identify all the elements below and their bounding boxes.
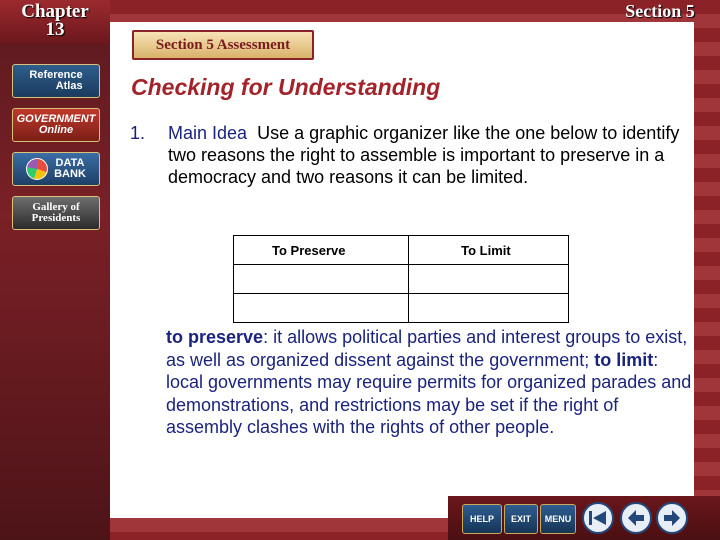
chapter-label: Chapter — [21, 1, 89, 22]
exit-button[interactable]: EXIT — [504, 504, 538, 534]
organizer-cell — [234, 294, 409, 323]
gallery-of-presidents-button[interactable] — [12, 196, 100, 230]
reference-label: Reference — [29, 69, 83, 81]
pie-chart-icon — [26, 158, 48, 180]
reference-atlas-button[interactable] — [12, 64, 100, 98]
bank-label: BANK — [54, 168, 86, 180]
organizer-cell — [234, 265, 409, 294]
gallery-label: Gallery of — [32, 201, 80, 213]
presidents-label: Presidents — [31, 212, 81, 224]
page-title: Checking for Understanding — [131, 74, 441, 100]
graphic-organizer — [233, 235, 569, 323]
data-label: DATA — [55, 157, 85, 169]
arrow-right-icon — [662, 509, 682, 527]
question-number: 1. — [130, 123, 146, 143]
organizer-header-preserve: To Preserve — [234, 236, 409, 265]
question-1 — [130, 122, 690, 188]
organizer-cell — [409, 265, 569, 294]
atlas-label: Atlas — [55, 80, 83, 92]
answer-text-preserve: : it allows political parties and interest groups to exist, as well as organized dissent against the government; — [166, 327, 688, 370]
government-online-button[interactable]: GOVERNMENT Online — [12, 108, 100, 142]
help-button[interactable]: HELP — [462, 504, 502, 534]
chapter-number: 13 — [45, 19, 65, 40]
menu-button[interactable]: MENU — [540, 504, 576, 534]
section-assessment-tab[interactable]: Section 5 Assessment — [132, 30, 314, 60]
data-bank-button[interactable] — [12, 152, 100, 186]
previous-page-button[interactable] — [620, 502, 652, 534]
arrow-left-icon — [626, 509, 646, 527]
answer-label-limit: to limit — [594, 349, 654, 370]
answer-label-preserve: to preserve — [166, 327, 264, 347]
skip-back-icon — [588, 509, 608, 527]
organizer-header-limit: To Limit — [409, 236, 569, 265]
chapter-tab[interactable] — [0, 0, 110, 44]
answer-text — [166, 326, 696, 439]
first-page-button[interactable] — [582, 502, 614, 534]
next-page-button[interactable] — [656, 502, 688, 534]
organizer-cell — [409, 294, 569, 323]
section-tab[interactable]: Section 5 — [625, 1, 695, 21]
answer-text-limit: : local governments may require permits for organized parades and demonstrations, and restrictions may be set if the right of assembly clashes with the rights of other people. — [166, 349, 692, 437]
question-text: Use a graphic organizer like the one below to identify two reasons the right to assemble is important to preserve in a democracy and two reasons it can be limited. — [168, 123, 680, 187]
question-label: Main Idea — [168, 123, 248, 143]
